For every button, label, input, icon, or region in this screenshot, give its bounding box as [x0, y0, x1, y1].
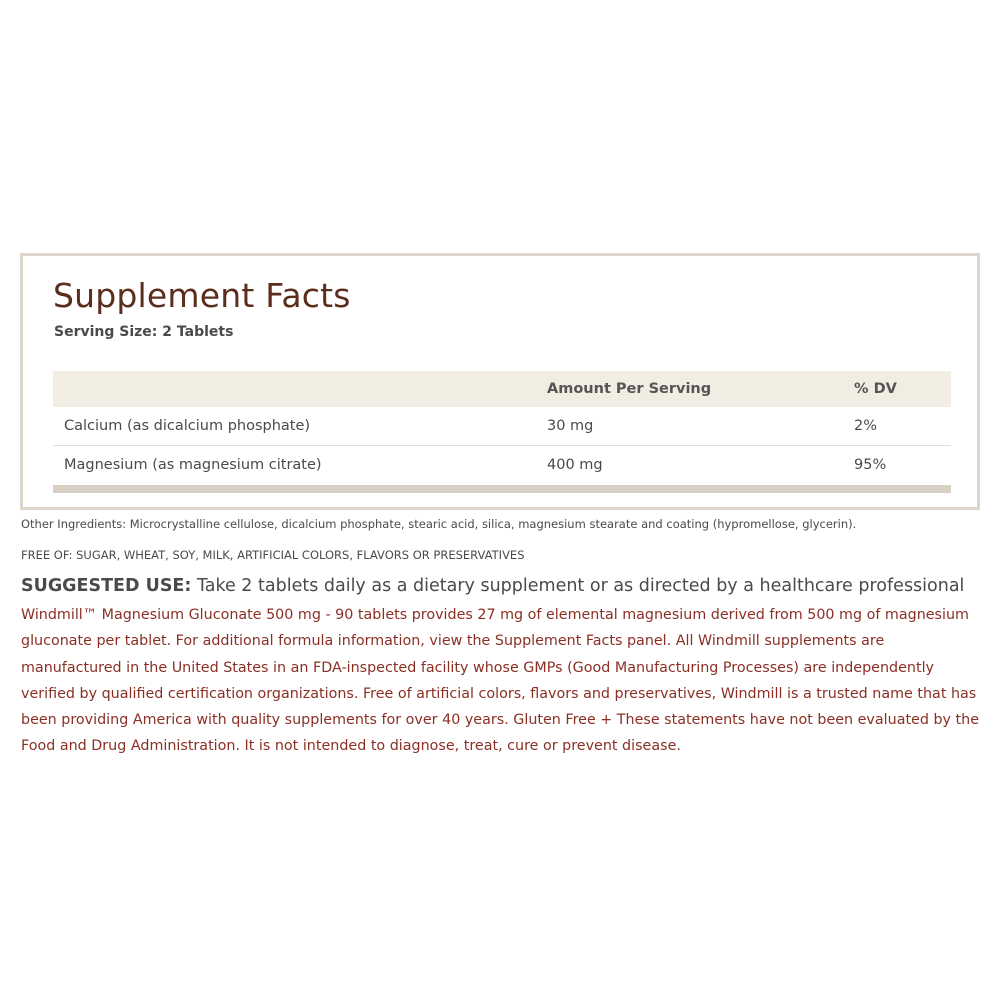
product-description: Windmill™ Magnesium Gluconate 500 mg - 90 tablets provides 27 mg of elemental magnesium derived from 500 mg of magnesium gluconate per tablet. For additional formula information, view the Supplement Facts panel. All Windmill supplements are manufactured in the United States in an FDA-inspected facility whose GMPs (Good Manufacturing Processes) are independently verified by qualified certification organizations. Free of artificial colors, flavors and preservatives, Windmill is a trusted name that has been providing America with quality supplements for over 40 years. Gluten Free + These statements have not been evaluated by the Food and Drug Administration. It is not intended to diagnose, treat, cure or prevent disease. — [21, 607, 980, 755]
facts-table — [53, 371, 951, 484]
nutrient-name: Magnesium (as magnesium citrate) — [64, 457, 322, 473]
suggested-use-text: Take 2 tablets daily as a dietary supplement or as directed by a healthcare professional — [191, 576, 965, 596]
free-of-statement: FREE OF: SUGAR, WHEAT, SOY, MILK, ARTIFICIAL COLORS, FLAVORS OR PRESERVATIVES — [21, 548, 525, 562]
nutrient-dv: 2% — [854, 407, 951, 446]
nutrient-name: Calcium (as dicalcium phosphate) — [53, 407, 547, 446]
supplement-facts-panel — [20, 253, 980, 510]
table-header-row — [53, 371, 951, 407]
serving-size: Serving Size: 2 Tablets — [54, 324, 234, 340]
header-amount: Amount Per Serving — [547, 381, 712, 397]
facts-title: Supplement Facts — [53, 276, 351, 315]
other-ingredients: Other Ingredients: Microcrystalline cellulose, dicalcium phosphate, stearic acid, silica, magnesium stearate and coating (hypromellose, glycerin). — [21, 517, 857, 531]
nutrient-amount: 400 mg — [547, 457, 603, 473]
table-row — [53, 446, 951, 485]
table-row — [53, 407, 951, 446]
header-nutrient — [53, 371, 547, 407]
header-dv: % DV — [854, 381, 897, 397]
suggested-use-label: SUGGESTED USE: — [21, 576, 192, 596]
nutrient-amount: 30 mg — [547, 407, 854, 446]
suggested-use — [21, 576, 964, 596]
nutrient-dv: 95% — [854, 457, 887, 473]
table-bottom-divider — [53, 485, 951, 493]
